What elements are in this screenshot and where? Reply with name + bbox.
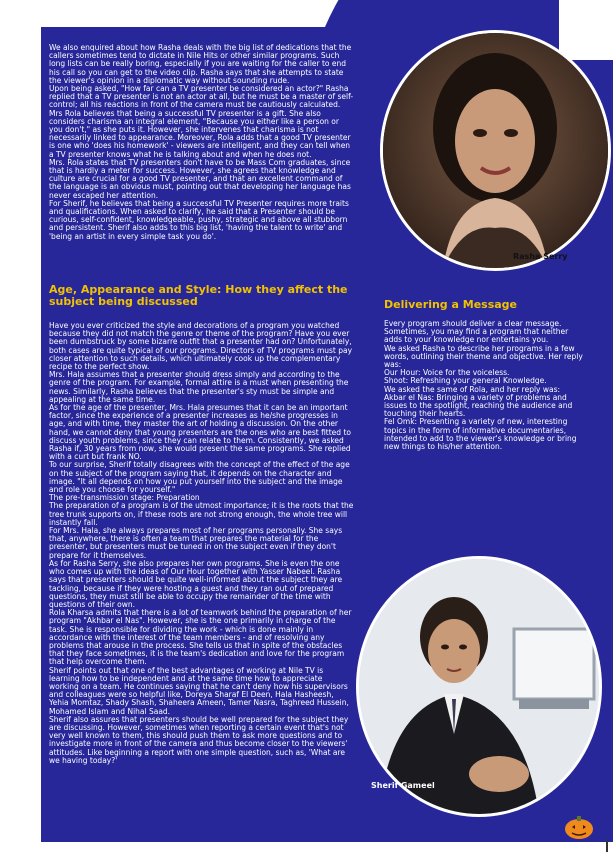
background-corner (559, 0, 613, 60)
pumpkin-icon (564, 814, 594, 840)
section-paragraph: Have you ever criticized the style and decorations of a program you watched because they did not match the genre or theme of the program? Have you ever been dumbstruck by some bizarre outfit that a presenter had on? Unfortunately, both cases are quite typical of our programs. Directors of TV programs must pay closer attention to such details, which ultimately cook up the complementary recipe to the perfect show. (49, 321, 353, 372)
intro-paragraph: Mrs Rola believes that being a successful TV presenter is a gift. She also considers charisma an integral element, "Because you either like a person or you don't," as she puts it. However, she intervenes that charisma is not necessarily linked to appearance. Moreover, Rola adds that a good TV presenter is one who 'does his homework' - viewers are intelligent, and they can tell when a TV presenter knows what he is talking about and when he does not. (49, 108, 351, 159)
section-age-appearance-column (49, 322, 354, 765)
rasha-serry-caption: Rasha Serry (513, 252, 568, 261)
section-paragraph: Fel Omk: Presenting a variety of new, interesting topics in the form of informative documentaries, intended to add to the viewer's knowledge or bring new things to his/her attention. (384, 417, 577, 452)
section-paragraph: Every program should deliver a clear message. Sometimes, you may find a program that neither adds to your knowledge nor entertains you. (384, 319, 569, 345)
intro-column (49, 44, 354, 241)
intro-paragraph: Mrs. Rola states that TV presenters don't have to be Mass Com graduates, since that is hardly a meter for success. However, she agrees that knowledge and culture are crucial for a good TV presenter, and that an excellent command of the language is an obvious must, pointing out that developing her language has never escaped her attention. (49, 157, 351, 200)
portrait-illustration (359, 559, 599, 814)
section-paragraph: To our surprise, Sherif totally disagrees with the concept of the effect of the age on the subject of the program saying that, it depends on the character and image. "It all depends on how you put yourself into the subject and the image and role you choose for yourself." (49, 460, 350, 495)
section-paragraph: Akbar el Nas: Bringing a variety of problems and issues to the spotlight, reaching the audience and touching their hearts. (384, 392, 573, 419)
rasha-serry-photo (380, 30, 611, 271)
section-paragraph: As for the age of the presenter, Mrs. Hala presumes that it can be an important factor, since the experience of a presenter increases as he/she progresses in age, and with time, they master the art of holding a discussion. On the other hand, we cannot deny that young presenters are the ones who are best fitted to discuss youth problems, since they can relate to them. Consistently, we asked Rasha if, 30 years from now, she would present the same programs. She replied with a curt but frank NO. (49, 403, 351, 462)
section-paragraph: Sherif also assures that presenters should be well prepared for the subject they are discussing. However, sometimes when reporting a certain event that's not very well known to them, this should push them to ask more questions and to investigate more in front of the camera and thus become closer to the viewers' attitudes. Like beginning a report with one simple question, such as, 'What are we having today?' (49, 714, 349, 765)
intro-paragraph: Upon being asked, "How far can a TV presenter be considered an actor?" Rasha replied that a TV presenter is not an actor at all, but he must be a master of self-control; all his reactions in front of the camera must be cautiously calculated. (49, 84, 354, 110)
section-paragraph: We asked Rasha to describe her programs in a few words, outlining their theme and objective. Her reply was: (384, 343, 583, 370)
section-paragraph: Rola Kharsa admits that there is a lot of teamwork behind the preparation of her program "Akhbar el Nas". However, she is the one primarily in charge of the task. She is responsible for dividing the work - which is done mainly in accordance with the interest of the team members - and of resolving any problems that arouse in the process. She tells us that in spite of the obstacles that they face sometimes, it is the team's dedication and love for the program that help overcome them. (49, 608, 352, 667)
section-heading-age-appearance: Age, Appearance and Style: How they affect the subject being discussed (49, 283, 348, 308)
intro-paragraph: We also enquired about how Rasha deals with the big list of dedications that the callers sometimes tend to dictate in Nile Hits or other similar programs. Such long lists can be really boring, especially if you are waiting for the caller to end his call so you can get to the video clip. Rasha says that she attempts to state the viewer's opinion in a diplomatic way without sounding rude. (49, 43, 352, 85)
portrait-illustration (383, 33, 608, 268)
sherif-gameel-caption: Sherif Gameel (371, 781, 435, 790)
page-number: TS 57 (523, 819, 557, 833)
section-paragraph: The preparation of a program is of the utmost importance; it is the roots that the tree trunk supports on, if these roots are not strong enough, the whole tree will instantly fall. (49, 501, 354, 527)
section-paragraph: Shoot: Refreshing your general Knowledge. (384, 376, 547, 386)
section-paragraph: We asked the same of Rola, and her reply was: (384, 384, 561, 394)
section-paragraph: For Mrs. Hala, she always prepares most of her programs personally. She says that, anywhere, there is often a team that prepares the material for the presenter, but presenters must be tuned in on the subject even if they don't prepare for it themselves. (49, 526, 343, 560)
section-heading-delivering-message: Delivering a Message (384, 298, 518, 311)
section-delivering-message-column (384, 320, 586, 451)
sherif-gameel-photo (356, 556, 602, 817)
section-subheading: The pre-transmission stage: Preparation (49, 493, 200, 503)
section-paragraph: Sherif points out that one of the best advantages of working at Nile TV is learning how to be independent and at the same time how to appreciate working on a team. He continues saying that he can't deny how his supervisors and colleagues were so helpful like, Doreya Sharaf El Deen, Hala Hasheesh, Yehia Momtaz, Shady Shash, Shaheera Ameen, Tamer Nasra, Taghreed Hussein, Mohamed Islam and Nihal Saad. (49, 665, 349, 716)
page-edge-mark (606, 840, 608, 852)
intro-paragraph: For Sherif, he believes that being a successful TV Presenter requires more traits and qualifications. When asked to clarify, he said that a Presenter should be curious, self-confident, knowledgeable, pushy, strategic and above all stubborn and persistent. Sherif also adds to this big list, 'having the talent to write' and 'being an artist in every simple task you do'. (49, 198, 349, 241)
section-paragraph: Mrs. Hala assumes that a presenter should dress simply and according to the genre of the program. For example, formal attire is a must when presenting the news. Similarly, Rasha believes that the presenter's sty must be simple and appealing at the same time. (49, 370, 349, 404)
section-paragraph: Our Hour: Voice for the voiceless. (384, 368, 510, 378)
section-paragraph: As for Rasha Serry, she also prepares her own programs. She is even the one who comes up with the ideas of Our Hour together with Yasser Nabeel. Rasha says that presenters should be quite well-informed about the subject they are tackling, because if they were hosting a guest and they ran out of prepared questions, they must still be able to occupy the remainder of the time with questions of their own. (49, 558, 343, 609)
